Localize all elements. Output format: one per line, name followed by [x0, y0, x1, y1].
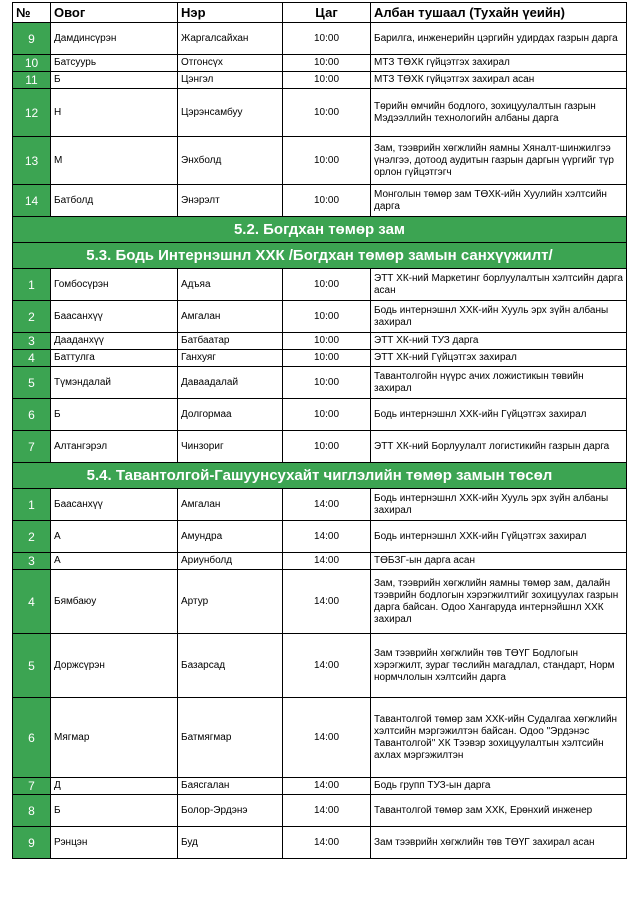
surname-cell: Батсуурь	[51, 55, 178, 72]
table-row	[13, 795, 627, 827]
header-name: Нэр	[178, 3, 283, 23]
table-row	[13, 570, 627, 634]
section-heading-row	[13, 463, 627, 489]
position-cell: Бодь интернэшнл ХХК-ийн Гүйцэтгэх захирал	[371, 399, 627, 431]
time-cell: 10:00	[283, 350, 371, 367]
surname-cell: А	[51, 553, 178, 570]
table-row	[13, 55, 627, 72]
time-cell: 14:00	[283, 827, 371, 859]
table-header-row	[13, 3, 627, 23]
surname-cell: Рэнцэн	[51, 827, 178, 859]
table-row	[13, 23, 627, 55]
row-number: 10	[13, 55, 51, 72]
surname-cell: Доржсүрэн	[51, 634, 178, 698]
row-number: 14	[13, 185, 51, 217]
name-cell: Жаргалсайхан	[178, 23, 283, 55]
time-cell: 10:00	[283, 333, 371, 350]
section-heading-row	[13, 243, 627, 269]
time-cell: 10:00	[283, 301, 371, 333]
name-cell: Ганхуяг	[178, 350, 283, 367]
row-number: 11	[13, 72, 51, 89]
position-cell: Зам, тээврийн хөгжлийн яамны төмөр зам, далайн тээврийн бодлогын хэрэгжилтийг зохицуулах газрын дарга байсан. Одоо Хангаруда интернэйшнл ХХК захирал	[371, 570, 627, 634]
position-cell: ЭТТ ХК-ний ТУЗ дарга	[371, 333, 627, 350]
table-row	[13, 634, 627, 698]
table-row	[13, 367, 627, 399]
surname-cell: Дамдинсүрэн	[51, 23, 178, 55]
hearing-schedule-table	[12, 2, 627, 859]
row-number: 12	[13, 89, 51, 137]
name-cell: Даваадалай	[178, 367, 283, 399]
table-row	[13, 301, 627, 333]
table-row	[13, 72, 627, 89]
name-cell: Цэнгэл	[178, 72, 283, 89]
position-cell: Зам тээврийн хөгжлийн төв ТӨҮГ захирал асан	[371, 827, 627, 859]
name-cell: Батмягмар	[178, 698, 283, 778]
time-cell: 10:00	[283, 89, 371, 137]
position-cell: Барилга, инженерийн цэргийн удирдах газрын дарга	[371, 23, 627, 55]
header-position: Албан тушаал (Тухайн үеийн)	[371, 3, 627, 23]
time-cell: 14:00	[283, 795, 371, 827]
row-number: 6	[13, 399, 51, 431]
position-cell: Тавантолгой төмөр зам ХХК-ийн Судалгаа хөгжлийн хэлтсийн мэргэжилтэн байсан. Одоо "Эрдэнэс Тавантолгой" ХК Тээвэр зохицуулалтын хэлтсийн ахлах мэргэжилтэн	[371, 698, 627, 778]
surname-cell: Алтангэрэл	[51, 431, 178, 463]
row-number: 9	[13, 827, 51, 859]
time-cell: 14:00	[283, 489, 371, 521]
position-cell: ЭТТ ХК-ний Гүйцэтгэх захирал	[371, 350, 627, 367]
name-cell: Цэрэнсамбуу	[178, 89, 283, 137]
row-number: 4	[13, 570, 51, 634]
row-number: 13	[13, 137, 51, 185]
row-number: 2	[13, 521, 51, 553]
table-row	[13, 269, 627, 301]
table-row	[13, 698, 627, 778]
surname-cell: Д	[51, 778, 178, 795]
header-time: Цаг	[283, 3, 371, 23]
table-row	[13, 89, 627, 137]
name-cell: Амгалан	[178, 489, 283, 521]
position-cell: ЭТТ ХК-ний Борлуулалт логистикийн газрын дарга	[371, 431, 627, 463]
position-cell: Бодь интернэшнл ХХК-ийн Хууль эрх зүйн албаны захирал	[371, 489, 627, 521]
name-cell: Амундра	[178, 521, 283, 553]
surname-cell: Н	[51, 89, 178, 137]
row-number: 8	[13, 795, 51, 827]
table-row	[13, 333, 627, 350]
table-row	[13, 185, 627, 217]
surname-cell: Баасанхүү	[51, 301, 178, 333]
time-cell: 14:00	[283, 553, 371, 570]
table-row	[13, 778, 627, 795]
position-cell: Зам, тээврийн хөгжлийн яамны Хяналт-шинжилгээ үнэлгээ, дотоод аудитын газрын даргын үүргийг түр орлон гүйцэтгэгч	[371, 137, 627, 185]
row-number: 3	[13, 333, 51, 350]
time-cell: 10:00	[283, 185, 371, 217]
surname-cell: Мягмар	[51, 698, 178, 778]
name-cell: Долгормаа	[178, 399, 283, 431]
row-number: 2	[13, 301, 51, 333]
table-row	[13, 350, 627, 367]
row-number: 5	[13, 634, 51, 698]
row-number: 9	[13, 23, 51, 55]
time-cell: 10:00	[283, 23, 371, 55]
time-cell: 14:00	[283, 570, 371, 634]
name-cell: Амгалан	[178, 301, 283, 333]
surname-cell: Бямбаюу	[51, 570, 178, 634]
table-row	[13, 521, 627, 553]
row-number: 4	[13, 350, 51, 367]
surname-cell: М	[51, 137, 178, 185]
position-cell: МТЗ ТӨХК гүйцэтгэх захирал асан	[371, 72, 627, 89]
surname-cell: Баасанхүү	[51, 489, 178, 521]
name-cell: Ариунболд	[178, 553, 283, 570]
table-row	[13, 137, 627, 185]
row-number: 7	[13, 431, 51, 463]
row-number: 5	[13, 367, 51, 399]
header-no: №	[13, 3, 51, 23]
section-heading: 5.4. Тавантолгой-Гашуунсухайт чиглэлийн төмөр замын төсөл	[13, 463, 627, 489]
time-cell: 14:00	[283, 778, 371, 795]
position-cell: Бодь интернэшнл ХХК-ийн Хууль эрх зүйн албаны захирал	[371, 301, 627, 333]
name-cell: Буд	[178, 827, 283, 859]
surname-cell: Б	[51, 399, 178, 431]
time-cell: 10:00	[283, 367, 371, 399]
name-cell: Энхболд	[178, 137, 283, 185]
row-number: 3	[13, 553, 51, 570]
section-heading-row	[13, 217, 627, 243]
time-cell: 10:00	[283, 137, 371, 185]
name-cell: Чинзориг	[178, 431, 283, 463]
time-cell: 14:00	[283, 521, 371, 553]
time-cell: 10:00	[283, 55, 371, 72]
time-cell: 10:00	[283, 399, 371, 431]
table-row	[13, 431, 627, 463]
row-number: 1	[13, 489, 51, 521]
time-cell: 14:00	[283, 634, 371, 698]
table-row	[13, 489, 627, 521]
position-cell: Бодь интернэшнл ХХК-ийн Гүйцэтгэх захирал	[371, 521, 627, 553]
table-row	[13, 553, 627, 570]
header-surname: Овог	[51, 3, 178, 23]
surname-cell: Б	[51, 795, 178, 827]
surname-cell: Дааданхүү	[51, 333, 178, 350]
position-cell: Зам тээврийн хөгжлийн төв ТӨҮГ Бодлогын хэрэгжилт, зураг төслийн магадлал, стандарт, Норм нормчлолын хэлтсийн дарга	[371, 634, 627, 698]
surname-cell: Б	[51, 72, 178, 89]
name-cell: Болор-Эрдэнэ	[178, 795, 283, 827]
position-cell: Тавантолгойн нүүрс ачих ложистикын төвийн захирал	[371, 367, 627, 399]
time-cell: 10:00	[283, 431, 371, 463]
table-body	[13, 23, 627, 859]
position-cell: ЭТТ ХК-ний Маркетинг борлуулалтын хэлтсийн дарга асан	[371, 269, 627, 301]
position-cell: Төрийн өмчийн бодлого, зохицуулалтын газрын Мэдээллийн технологийн албаны дарга	[371, 89, 627, 137]
surname-cell: Баттулга	[51, 350, 178, 367]
position-cell: ТӨБЗГ-ын дарга асан	[371, 553, 627, 570]
row-number: 1	[13, 269, 51, 301]
name-cell: Энэрэлт	[178, 185, 283, 217]
position-cell: Тавантолгой төмөр зам ХХК, Ерөнхий инженер	[371, 795, 627, 827]
name-cell: Отгонсүх	[178, 55, 283, 72]
time-cell: 10:00	[283, 72, 371, 89]
surname-cell: Гомбосүрэн	[51, 269, 178, 301]
position-cell: Монголын төмөр зам ТӨХК-ийн Хуулийн хэлтсийн дарга	[371, 185, 627, 217]
position-cell: МТЗ ТӨХК гүйцэтгэх захирал	[371, 55, 627, 72]
row-number: 7	[13, 778, 51, 795]
time-cell: 10:00	[283, 269, 371, 301]
name-cell: Адъяа	[178, 269, 283, 301]
section-heading: 5.2. Богдхан төмөр зам	[13, 217, 627, 243]
time-cell: 14:00	[283, 698, 371, 778]
table-row	[13, 827, 627, 859]
section-heading: 5.3. Бодь Интернэшнл ХХК /Богдхан төмөр замын санхүүжилт/	[13, 243, 627, 269]
name-cell: Артур	[178, 570, 283, 634]
surname-cell: А	[51, 521, 178, 553]
table-row	[13, 399, 627, 431]
name-cell: Батбаатар	[178, 333, 283, 350]
position-cell: Бодь групп ТУЗ-ын дарга	[371, 778, 627, 795]
surname-cell: Батболд	[51, 185, 178, 217]
name-cell: Базарсад	[178, 634, 283, 698]
surname-cell: Түмэндалай	[51, 367, 178, 399]
name-cell: Баясгалан	[178, 778, 283, 795]
row-number: 6	[13, 698, 51, 778]
